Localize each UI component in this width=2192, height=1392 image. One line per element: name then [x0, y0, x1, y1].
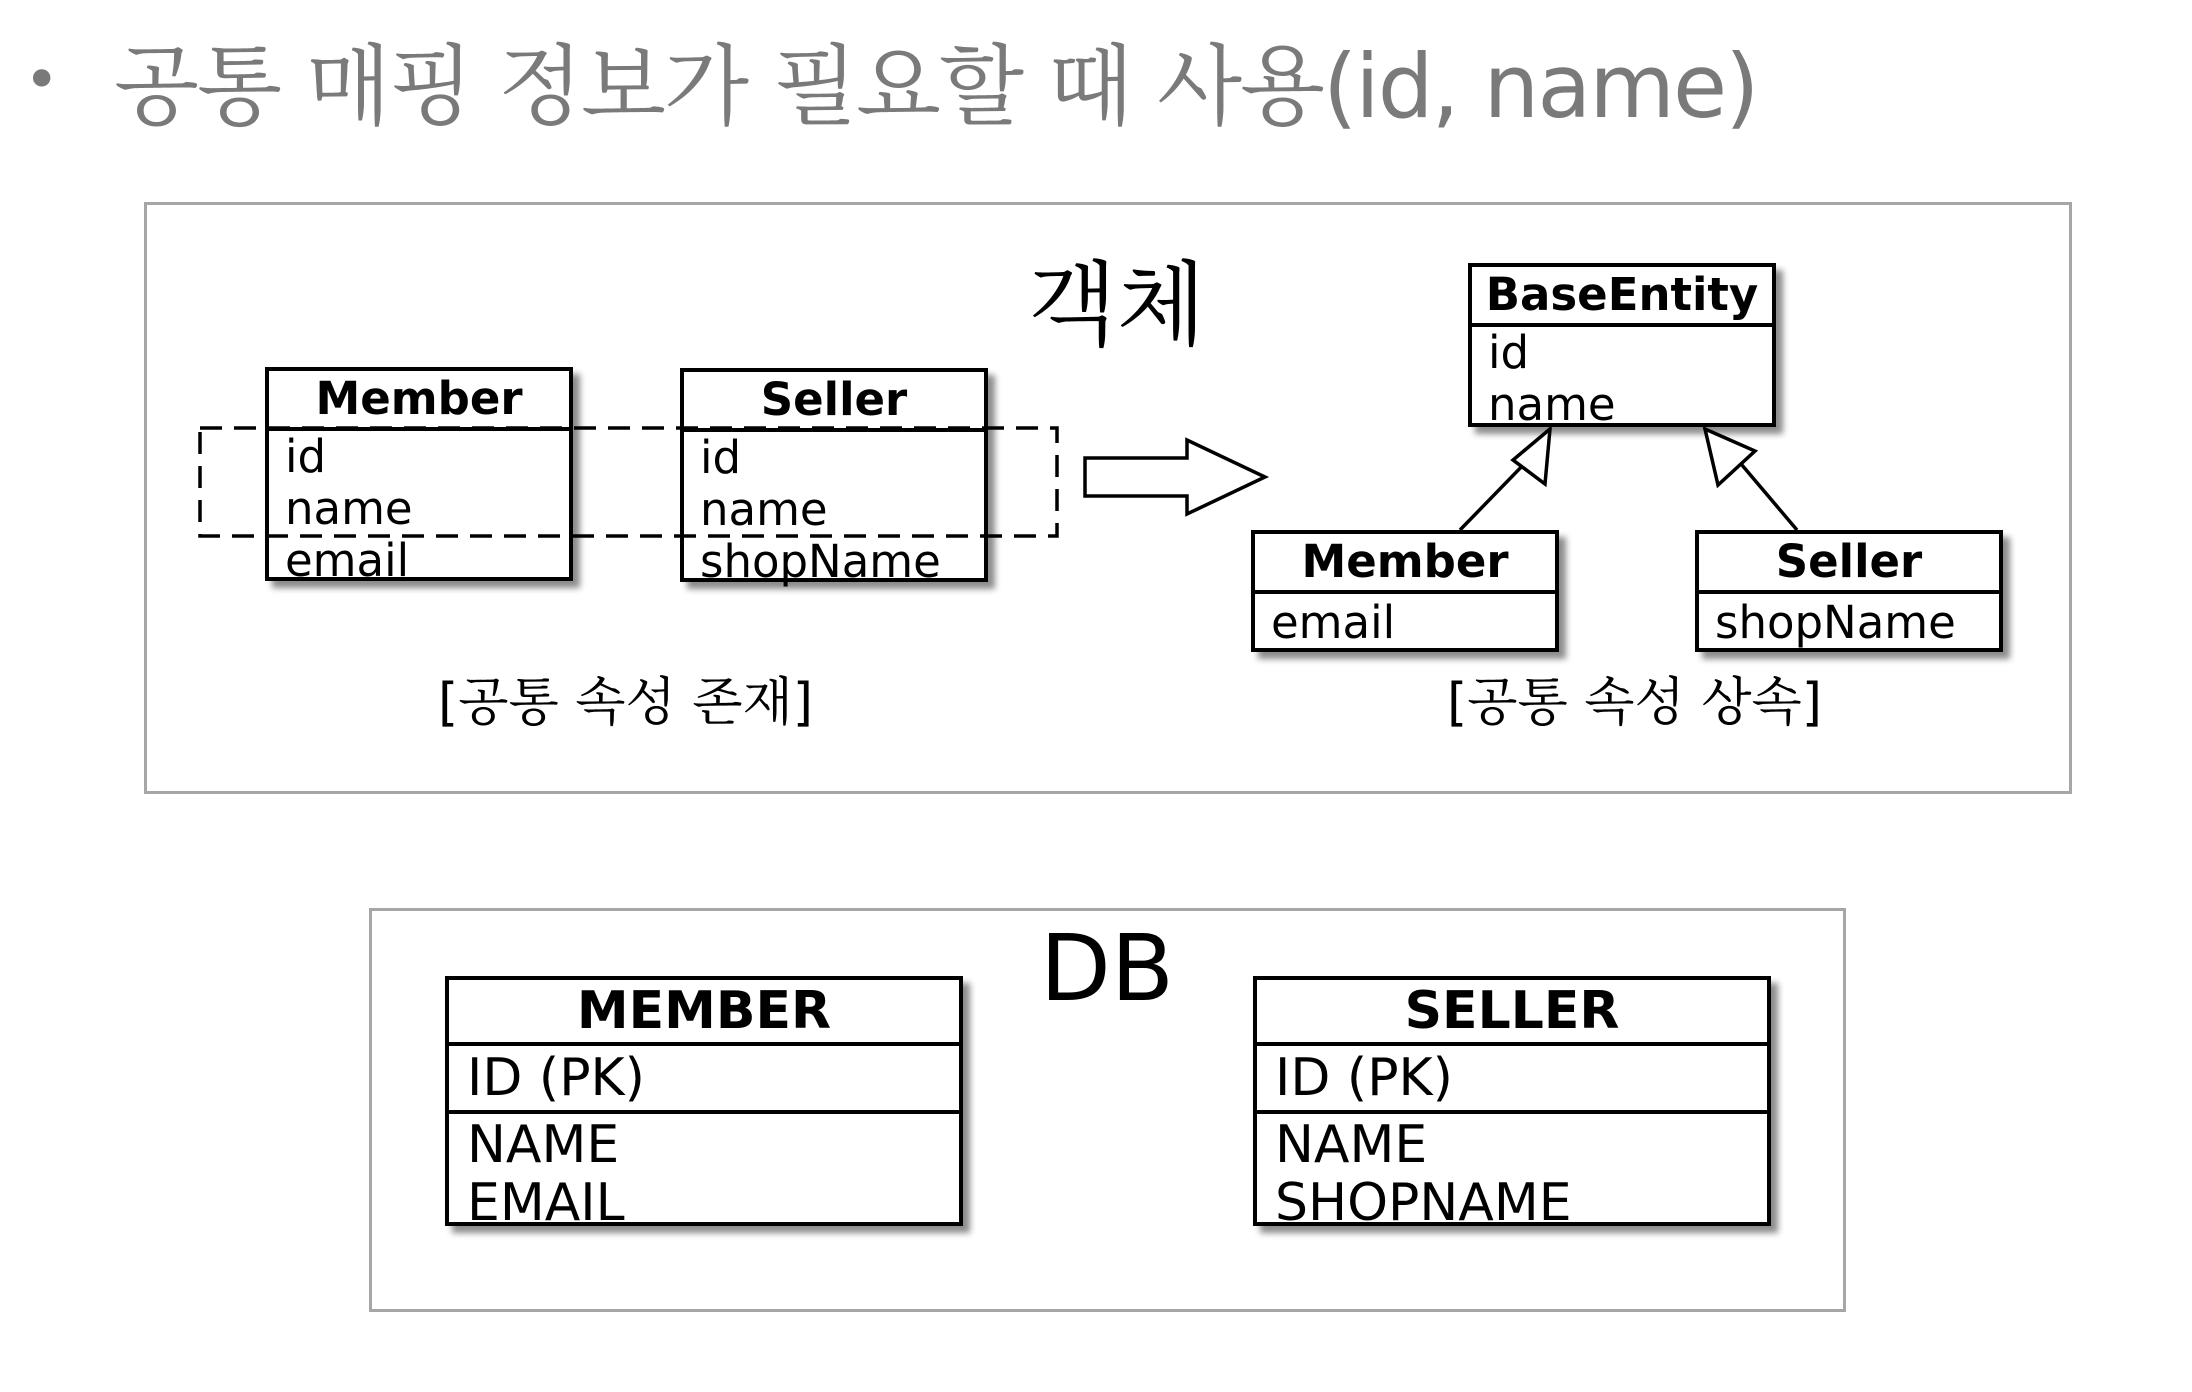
member-table-box: [445, 976, 963, 1233]
seller-table-pk: ID (PK): [1257, 1046, 1767, 1114]
member-table-columns: [449, 1114, 959, 1232]
seller-attr-name: name: [700, 483, 828, 536]
db-panel-title: DB: [1040, 915, 1174, 1022]
transform-arrow-icon: [1085, 440, 1265, 514]
child-seller-attr-shopname: shopName: [1715, 596, 1956, 649]
member-table-col-email: EMAIL: [467, 1173, 625, 1233]
right-caption: [공통 속성 상속]: [1447, 673, 1823, 733]
seller-table-name: SELLER: [1257, 980, 1767, 1046]
member-attr-name: name: [285, 482, 413, 535]
inheritance-line-seller: [1736, 458, 1797, 530]
seller-table-col-name: NAME: [1275, 1115, 1428, 1175]
base-entity-class-name: BaseEntity: [1472, 267, 1772, 327]
heading-text: 공통 매핑 정보가 필요할 때 사용(id, name): [114, 35, 1758, 138]
bullet-icon: •: [24, 45, 60, 115]
left-caption: [공통 속성 존재]: [438, 673, 814, 733]
member-class-name: Member: [269, 371, 569, 431]
seller-table-columns: [1257, 1114, 1767, 1232]
base-entity-attr-id: id: [1488, 326, 1530, 379]
child-member-attr-email: email: [1271, 596, 1396, 649]
inheritance-arrowhead-member-icon: [1513, 429, 1550, 484]
common-attributes-dashed-box: [200, 428, 1057, 536]
seller-class-name: Seller: [684, 372, 984, 432]
seller-attr-shopname: shopName: [700, 535, 941, 588]
base-entity-attr-name: name: [1488, 378, 1616, 431]
seller-table-box: [1253, 976, 1771, 1233]
object-panel-title: 객체: [1028, 252, 1206, 359]
inheritance-line-member: [1460, 458, 1530, 530]
member-attr-id: id: [285, 430, 327, 483]
seller-table-col-shopname: SHOPNAME: [1275, 1173, 1572, 1233]
seller-attr-id: id: [700, 431, 742, 484]
member-table-col-name: NAME: [467, 1115, 620, 1175]
child-member-class-name: Member: [1255, 534, 1555, 594]
member-attr-email: email: [285, 534, 410, 587]
inheritance-arrowhead-seller-icon: [1705, 429, 1755, 485]
member-table-pk: ID (PK): [449, 1046, 959, 1114]
member-table-name: MEMBER: [449, 980, 959, 1046]
child-seller-class-name: Seller: [1699, 534, 1999, 594]
